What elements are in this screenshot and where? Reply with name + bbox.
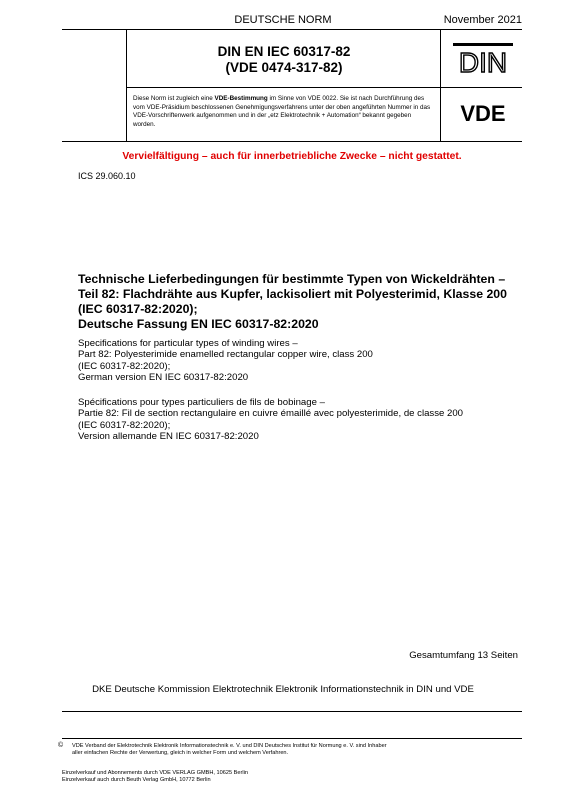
din-logo-text: DIN	[458, 47, 508, 78]
vde-note-suffix: im Sinne von VDE 0022. Sie ist nach Durchführung des vom VDE-Präsidium beschlossenen Genehmigungsverfahrens unter der oben angeführten Nummer in das VDE-Vorschriftenwerk aufgenommen und in der „etz Elektrotechnik + Automation“ bekannt gegeben worden.	[133, 95, 431, 128]
title-german	[78, 272, 528, 332]
sales-line: Einzelverkauf auch durch Beuth Verlag GmbH, 10772 Berlin	[62, 777, 211, 783]
ics-code: ICS 29.060.10	[78, 171, 136, 181]
footer-bottom-rule	[62, 738, 522, 739]
dke-committee: DKE Deutsche Kommission Elektrotechnik Elektronik Informationstechnik in DIN und VDE	[92, 684, 474, 695]
reproduction-notice: Vervielfältigung – auch für innerbetriebliche Zwecke – nicht gestattet.	[122, 151, 462, 162]
sales-line: Einzelverkauf und Abonnements durch VDE VERLAG GMBH, 10625 Berlin	[62, 770, 248, 776]
header-left-rule	[126, 29, 127, 141]
document-type-label: DEUTSCHE NORM	[234, 14, 332, 26]
title-fr-line: Partie 82: Fil de section rectangulaire en cuivre émaillé avec polyesterimide, de classe 200	[78, 408, 464, 420]
header-top-rule	[62, 29, 522, 30]
title-french	[78, 397, 528, 442]
title-de-line: Deutsche Fassung EN IEC 60317-82:2020	[78, 317, 319, 331]
title-fr-line: Spécifications pour types particuliers de fils de bobinage –	[78, 397, 325, 408]
title-fr-line: Version allemande EN IEC 60317-82:2020	[78, 430, 259, 442]
title-english	[78, 338, 528, 383]
title-de-line: Technische Lieferbedingungen für bestimmte Typen von Wickeldrähten –	[78, 272, 506, 286]
vde-note-prefix: Diese Norm ist zugleich eine	[133, 95, 215, 102]
sales-info	[62, 770, 248, 784]
title-de-line: Teil 82: Flachdrähte aus Kupfer, lackisoliert mit Polyesterimid, Klasse 200	[78, 287, 507, 301]
title-en-line: Specifications for particular types of winding wires –	[78, 338, 298, 349]
standard-number-block	[130, 44, 438, 76]
title-fr-line: (IEC 60317-82:2020);	[78, 419, 171, 431]
vde-regulation-note	[133, 95, 435, 129]
header-middle-rule	[126, 87, 522, 88]
title-en-line: Part 82: Polyesterimide enamelled rectangular copper wire, class 200	[78, 349, 373, 361]
vde-note-bold: VDE-Bestimmung	[214, 95, 268, 102]
vde-number: (VDE 0474-317-82)	[225, 60, 343, 75]
copyright-notice	[72, 743, 542, 757]
copyright-line: VDE Verband der Elektrotechnik Elektronik Informationstechnik e. V. und DIN Deutsches Institut für Normung e. V. sind Inhaber	[72, 743, 387, 749]
copyright-line: aller einfachen Rechte der Verwertung, gleich in welcher Form und welchem Verfahren.	[72, 750, 289, 756]
total-pages: Gesamtumfang 13 Seiten	[409, 650, 518, 661]
vde-logo	[447, 98, 519, 128]
header-bottom-rule	[62, 141, 522, 142]
footer-rule	[62, 711, 522, 712]
title-en-line: German version EN IEC 60317-82:2020	[78, 371, 249, 383]
din-logo	[452, 42, 514, 78]
title-en-line: (IEC 60317-82:2020);	[78, 360, 171, 372]
publication-date: November 2021	[443, 14, 522, 26]
standard-number: DIN EN IEC 60317-82	[217, 44, 351, 59]
title-de-line: (IEC 60317-82:2020);	[78, 302, 198, 316]
copyright-symbol: ©	[58, 742, 64, 749]
vde-logo-text: VDE	[460, 101, 506, 126]
header-right-rule	[440, 29, 441, 141]
